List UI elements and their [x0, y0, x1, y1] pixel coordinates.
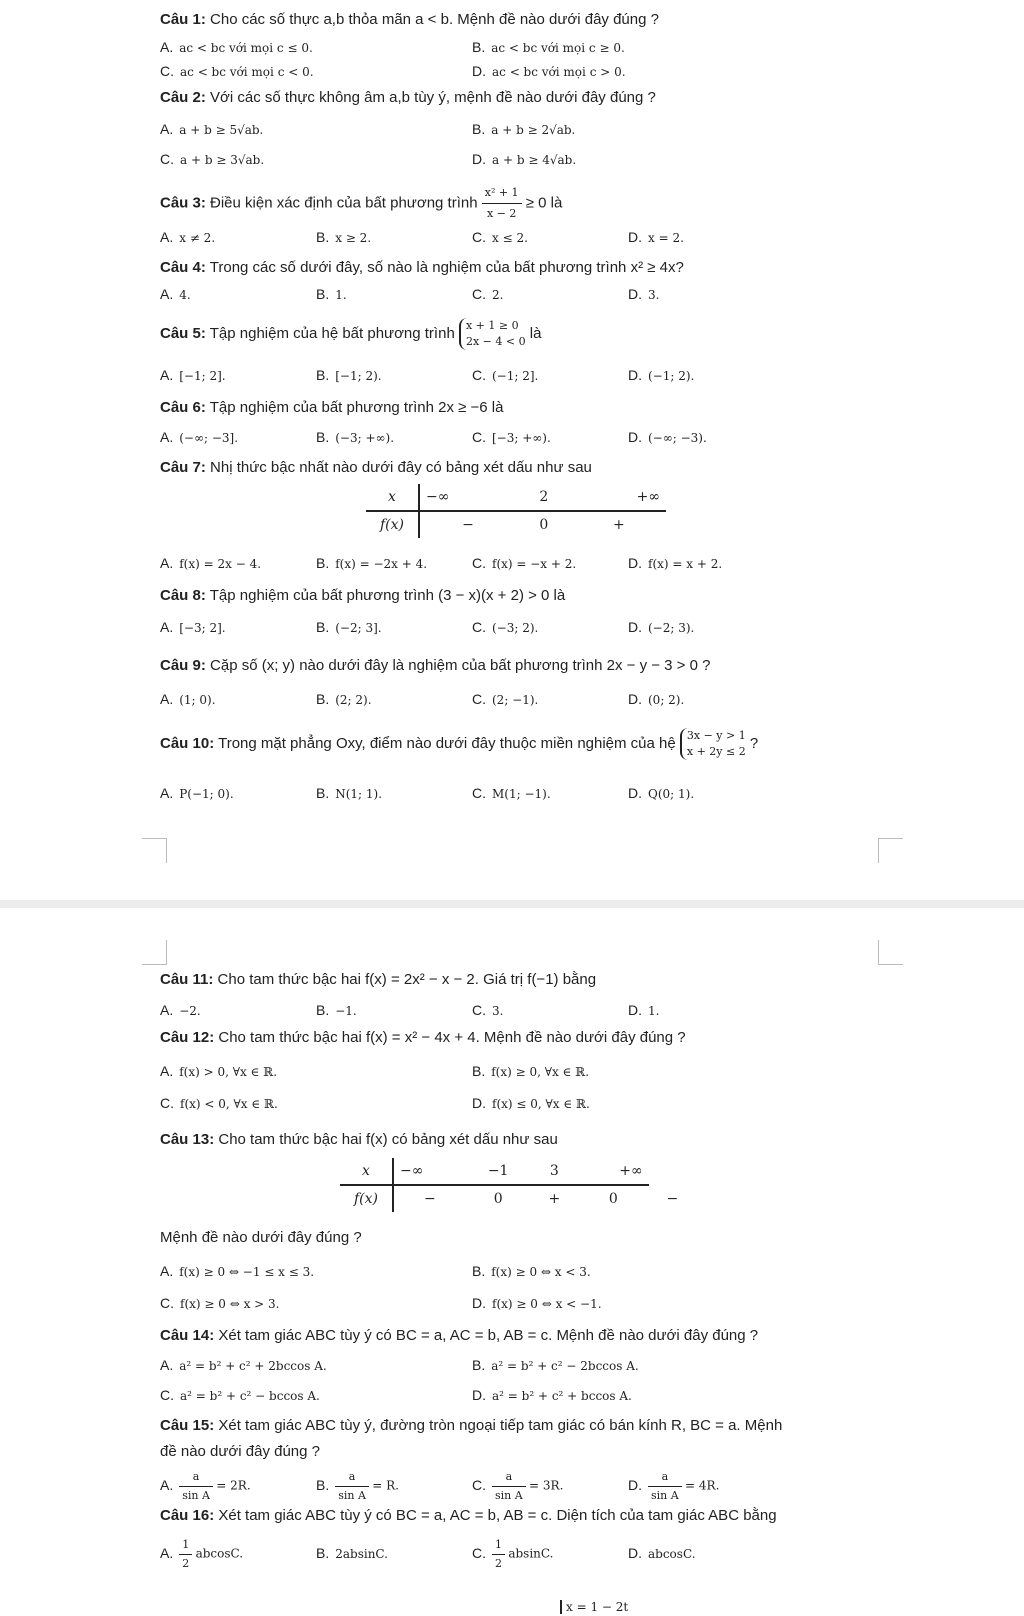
- q4-option-c[interactable]: C. 2.: [472, 286, 504, 302]
- q7-sign-1: −: [462, 517, 474, 533]
- q10-option-b[interactable]: B. N(1; 1).: [316, 785, 383, 801]
- q10-system: 3x − y > 1 x + 2y ≤ 2: [680, 728, 746, 760]
- q7-x-header: x: [366, 484, 419, 511]
- q8-option-c[interactable]: C. (−3; 2).: [472, 619, 539, 635]
- q3-fraction: $\frac{\text{x² + 1}}{x - 2}$: [482, 183, 522, 224]
- q7-x-root: 2: [516, 484, 572, 511]
- question-6: Câu 6: Tập nghiệm của bất phương trình 2x ≥ −6 là: [160, 399, 504, 416]
- q6-option-d[interactable]: D. (−∞; −3).: [628, 429, 707, 445]
- question-15-cont: đề nào dưới đây đúng ?: [160, 1443, 320, 1460]
- q3-option-b[interactable]: B. x ≥ 2.: [316, 229, 372, 245]
- q16-option-c[interactable]: C. $\frac{1}{2}$ absinC.: [472, 1538, 554, 1570]
- q1-option-a[interactable]: A. ac < bc với mọi c ≤ 0.: [160, 39, 313, 55]
- q3-option-c[interactable]: C. x ≤ 2.: [472, 229, 528, 245]
- q1-option-d[interactable]: D. ac < bc với mọi c > 0.: [472, 63, 626, 79]
- q13-sign-1: −: [423, 1191, 436, 1207]
- q9-option-d[interactable]: D. (0; 2).: [628, 691, 685, 707]
- q2-option-c[interactable]: C. a + b ≥ 3√ab.: [160, 151, 265, 167]
- q8-option-d[interactable]: D. (−2; 3).: [628, 619, 695, 635]
- question-1: Câu 1: Cho các số thực a,b thỏa mãn a < b. Mệnh đề nào dưới đây đúng ?: [160, 11, 659, 28]
- q13-sign-4: 0: [608, 1191, 618, 1207]
- question-15: Câu 15: Xét tam giác ABC tùy ý, đường tròn ngoại tiếp tam giác có bán kính R, BC = a. Mệnh: [160, 1417, 783, 1434]
- q8-option-b[interactable]: B. (−2; 3].: [316, 619, 382, 635]
- q16-option-a[interactable]: A. $\frac{1}{2}$ abcosC.: [160, 1538, 244, 1570]
- q14-option-a[interactable]: A. a² = b² + c² + 2bccos A.: [160, 1357, 327, 1373]
- q13-f-header: f(x): [340, 1185, 393, 1212]
- q17-fragment: x = 1 − 2t: [560, 1598, 628, 1616]
- question-14: Câu 14: Xét tam giác ABC tùy ý có BC = a, AC = b, AB = c. Mệnh đề nào dưới đây đúng ?: [160, 1327, 759, 1344]
- q11-option-a[interactable]: A. −2.: [160, 1002, 201, 1018]
- q5-option-b[interactable]: B. [−1; 2).: [316, 367, 382, 383]
- q9-option-c[interactable]: C. (2; −1).: [472, 691, 539, 707]
- page-2: [0, 908, 1024, 1616]
- q6-option-a[interactable]: A. (−∞; −3].: [160, 429, 239, 445]
- q13-sign-table: [340, 1158, 696, 1212]
- q7-option-a[interactable]: A. f(x) = 2x − 4.: [160, 555, 262, 571]
- q4-option-a[interactable]: A. 4.: [160, 286, 191, 302]
- q13-x-root-2: 3: [531, 1158, 578, 1185]
- q12-option-a[interactable]: A. f(x) > 0, ∀x ∈ ℝ.: [160, 1063, 278, 1079]
- q6-option-b[interactable]: B. (−3; +∞).: [316, 429, 395, 445]
- q13-sign-5: −: [666, 1190, 679, 1207]
- q7-f-header: f(x): [366, 511, 419, 538]
- q1-option-c[interactable]: C. ac < bc với mọi c < 0.: [160, 63, 314, 79]
- q14-option-b[interactable]: B. a² = b² + c² − 2bccos A.: [472, 1357, 639, 1373]
- q11-option-b[interactable]: B. −1.: [316, 1002, 357, 1018]
- question-9: Câu 9: Cặp số (x; y) nào dưới đây là nghiệm của bất phương trình 2x − y − 3 > 0 ?: [160, 657, 711, 674]
- q13-sign-2: 0: [493, 1191, 503, 1207]
- q2-option-b[interactable]: B. a + b ≥ 2√ab.: [472, 121, 576, 137]
- q7-option-d[interactable]: D. f(x) = x + 2.: [628, 555, 723, 571]
- q12-option-d[interactable]: D. f(x) ≤ 0, ∀x ∈ ℝ.: [472, 1095, 590, 1111]
- page-separator: [0, 900, 1024, 908]
- q13-x-root-1: −1: [466, 1158, 531, 1185]
- question-7: Câu 7: Nhị thức bậc nhất nào dưới đây có bảng xét dấu như sau: [160, 459, 592, 476]
- q15-option-a[interactable]: A. $\frac{a}{\text{sin A}}$ = 2R.: [160, 1470, 251, 1502]
- q5-option-a[interactable]: A. [−1; 2].: [160, 367, 226, 383]
- q13-prompt: Mệnh đề nào dưới đây đúng ?: [160, 1229, 362, 1246]
- q8-option-a[interactable]: A. [−3; 2].: [160, 619, 226, 635]
- q12-option-b[interactable]: B. f(x) ≥ 0, ∀x ∈ ℝ.: [472, 1063, 590, 1079]
- question-10: Câu 10: Trong mặt phẳng Oxy, điểm nào dưới đây thuộc miền nghiệm của hệ 3x − y > 1 x + 2y ≤ 2 ?: [160, 729, 759, 758]
- q14-option-c[interactable]: C. a² = b² + c² − bccos A.: [160, 1387, 320, 1403]
- q3-option-a[interactable]: A. x ≠ 2.: [160, 229, 216, 245]
- q13-x-pos-inf: +∞: [578, 1158, 649, 1185]
- q4-option-d[interactable]: D. 3.: [628, 286, 660, 302]
- q16-option-d[interactable]: D. abcosC.: [628, 1545, 696, 1561]
- q2-option-d[interactable]: D. a + b ≥ 4√ab.: [472, 151, 577, 167]
- q13-option-b[interactable]: B. f(x) ≥ 0 ⇔ x < 3.: [472, 1263, 591, 1279]
- question-16: Câu 16: Xét tam giác ABC tùy ý có BC = a, AC = b, AB = c. Diện tích của tam giác ABC bằng: [160, 1507, 777, 1524]
- q7-option-c[interactable]: C. f(x) = −x + 2.: [472, 555, 577, 571]
- q11-option-d[interactable]: D. 1.: [628, 1002, 660, 1018]
- q14-option-d[interactable]: D. a² = b² + c² + bccos A.: [472, 1387, 632, 1403]
- q10-option-a[interactable]: A. P(−1; 0).: [160, 785, 234, 801]
- question-5: Câu 5: Tập nghiệm của hệ bất phương trình x + 1 ≥ 0 2x − 4 < 0 là: [160, 319, 542, 348]
- q5-option-d[interactable]: D. (−1; 2).: [628, 367, 695, 383]
- q4-option-b[interactable]: B. 1.: [316, 286, 347, 302]
- q13-option-d[interactable]: D. f(x) ≥ 0 ⇔ x < −1.: [472, 1295, 602, 1311]
- q15-option-d[interactable]: D. $\frac{a}{\text{sin A}}$ = 4R.: [628, 1470, 720, 1502]
- question-12: Câu 12: Cho tam thức bậc hai f(x) = x² − 4x + 4. Mệnh đề nào dưới đây đúng ?: [160, 1029, 686, 1046]
- q13-x-neg-inf: −∞: [393, 1158, 466, 1185]
- question-11: Câu 11: Cho tam thức bậc hai f(x) = 2x² − x − 2. Giá trị f(−1) bằng: [160, 971, 597, 988]
- q1-option-b[interactable]: B. ac < bc với mọi c ≥ 0.: [472, 39, 625, 55]
- corner-mark: [142, 940, 167, 965]
- q15-option-c[interactable]: C. $\frac{a}{\text{sin A}}$ = 3R.: [472, 1470, 564, 1502]
- q9-option-a[interactable]: A. (1; 0).: [160, 691, 216, 707]
- corner-mark: [142, 838, 167, 863]
- q7-option-b[interactable]: B. f(x) = −2x + 4.: [316, 555, 428, 571]
- question-8: Câu 8: Tập nghiệm của bất phương trình (3 − x)(x + 2) > 0 là: [160, 587, 566, 604]
- q2-option-a[interactable]: A. a + b ≥ 5√ab.: [160, 121, 264, 137]
- q15-option-b[interactable]: B. $\frac{a}{\text{sin A}}$ = R.: [316, 1470, 399, 1502]
- question-2: Câu 2: Với các số thực không âm a,b tùy ý, mệnh đề nào dưới đây đúng ?: [160, 89, 656, 106]
- q10-option-c[interactable]: C. M(1; −1).: [472, 785, 551, 801]
- q7-sign-3: +: [612, 517, 625, 533]
- q13-option-a[interactable]: A. f(x) ≥ 0 ⇔ −1 ≤ x ≤ 3.: [160, 1263, 315, 1279]
- q7-sign-2: 0: [539, 517, 549, 533]
- q7-x-neg-inf: −∞: [419, 484, 516, 511]
- corner-mark: [878, 940, 903, 965]
- q12-option-c[interactable]: C. f(x) < 0, ∀x ∈ ℝ.: [160, 1095, 278, 1111]
- q3-option-d[interactable]: D. x = 2.: [628, 229, 684, 245]
- question-4: Câu 4: Trong các số dưới đây, số nào là nghiệm của bất phương trình x² ≥ 4x?: [160, 259, 684, 276]
- q6-option-c[interactable]: C. [−3; +∞).: [472, 429, 551, 445]
- q13-x-header: x: [340, 1158, 393, 1185]
- q13-sign-3: +: [548, 1191, 561, 1207]
- q7-x-pos-inf: +∞: [572, 484, 666, 511]
- q11-option-c[interactable]: C. 3.: [472, 1002, 504, 1018]
- q5-system: x + 1 ≥ 0 2x − 4 < 0: [459, 318, 526, 350]
- q9-option-b[interactable]: B. (2; 2).: [316, 691, 372, 707]
- q10-option-d[interactable]: D. Q(0; 1).: [628, 785, 695, 801]
- q5-option-c[interactable]: C. (−1; 2].: [472, 367, 539, 383]
- question-13: Câu 13: Cho tam thức bậc hai f(x) có bảng xét dấu như sau: [160, 1131, 558, 1148]
- q16-option-b[interactable]: B. 2absinC.: [316, 1545, 388, 1561]
- q7-sign-table: [366, 484, 666, 538]
- corner-mark: [878, 838, 903, 863]
- q13-option-c[interactable]: C. f(x) ≥ 0 ⇔ x > 3.: [160, 1295, 280, 1311]
- question-3: Câu 3: Điều kiện xác định của bất phương trình $\frac{\text{x² + 1}}{x - 2}$ ≥ 0 là: [160, 183, 562, 224]
